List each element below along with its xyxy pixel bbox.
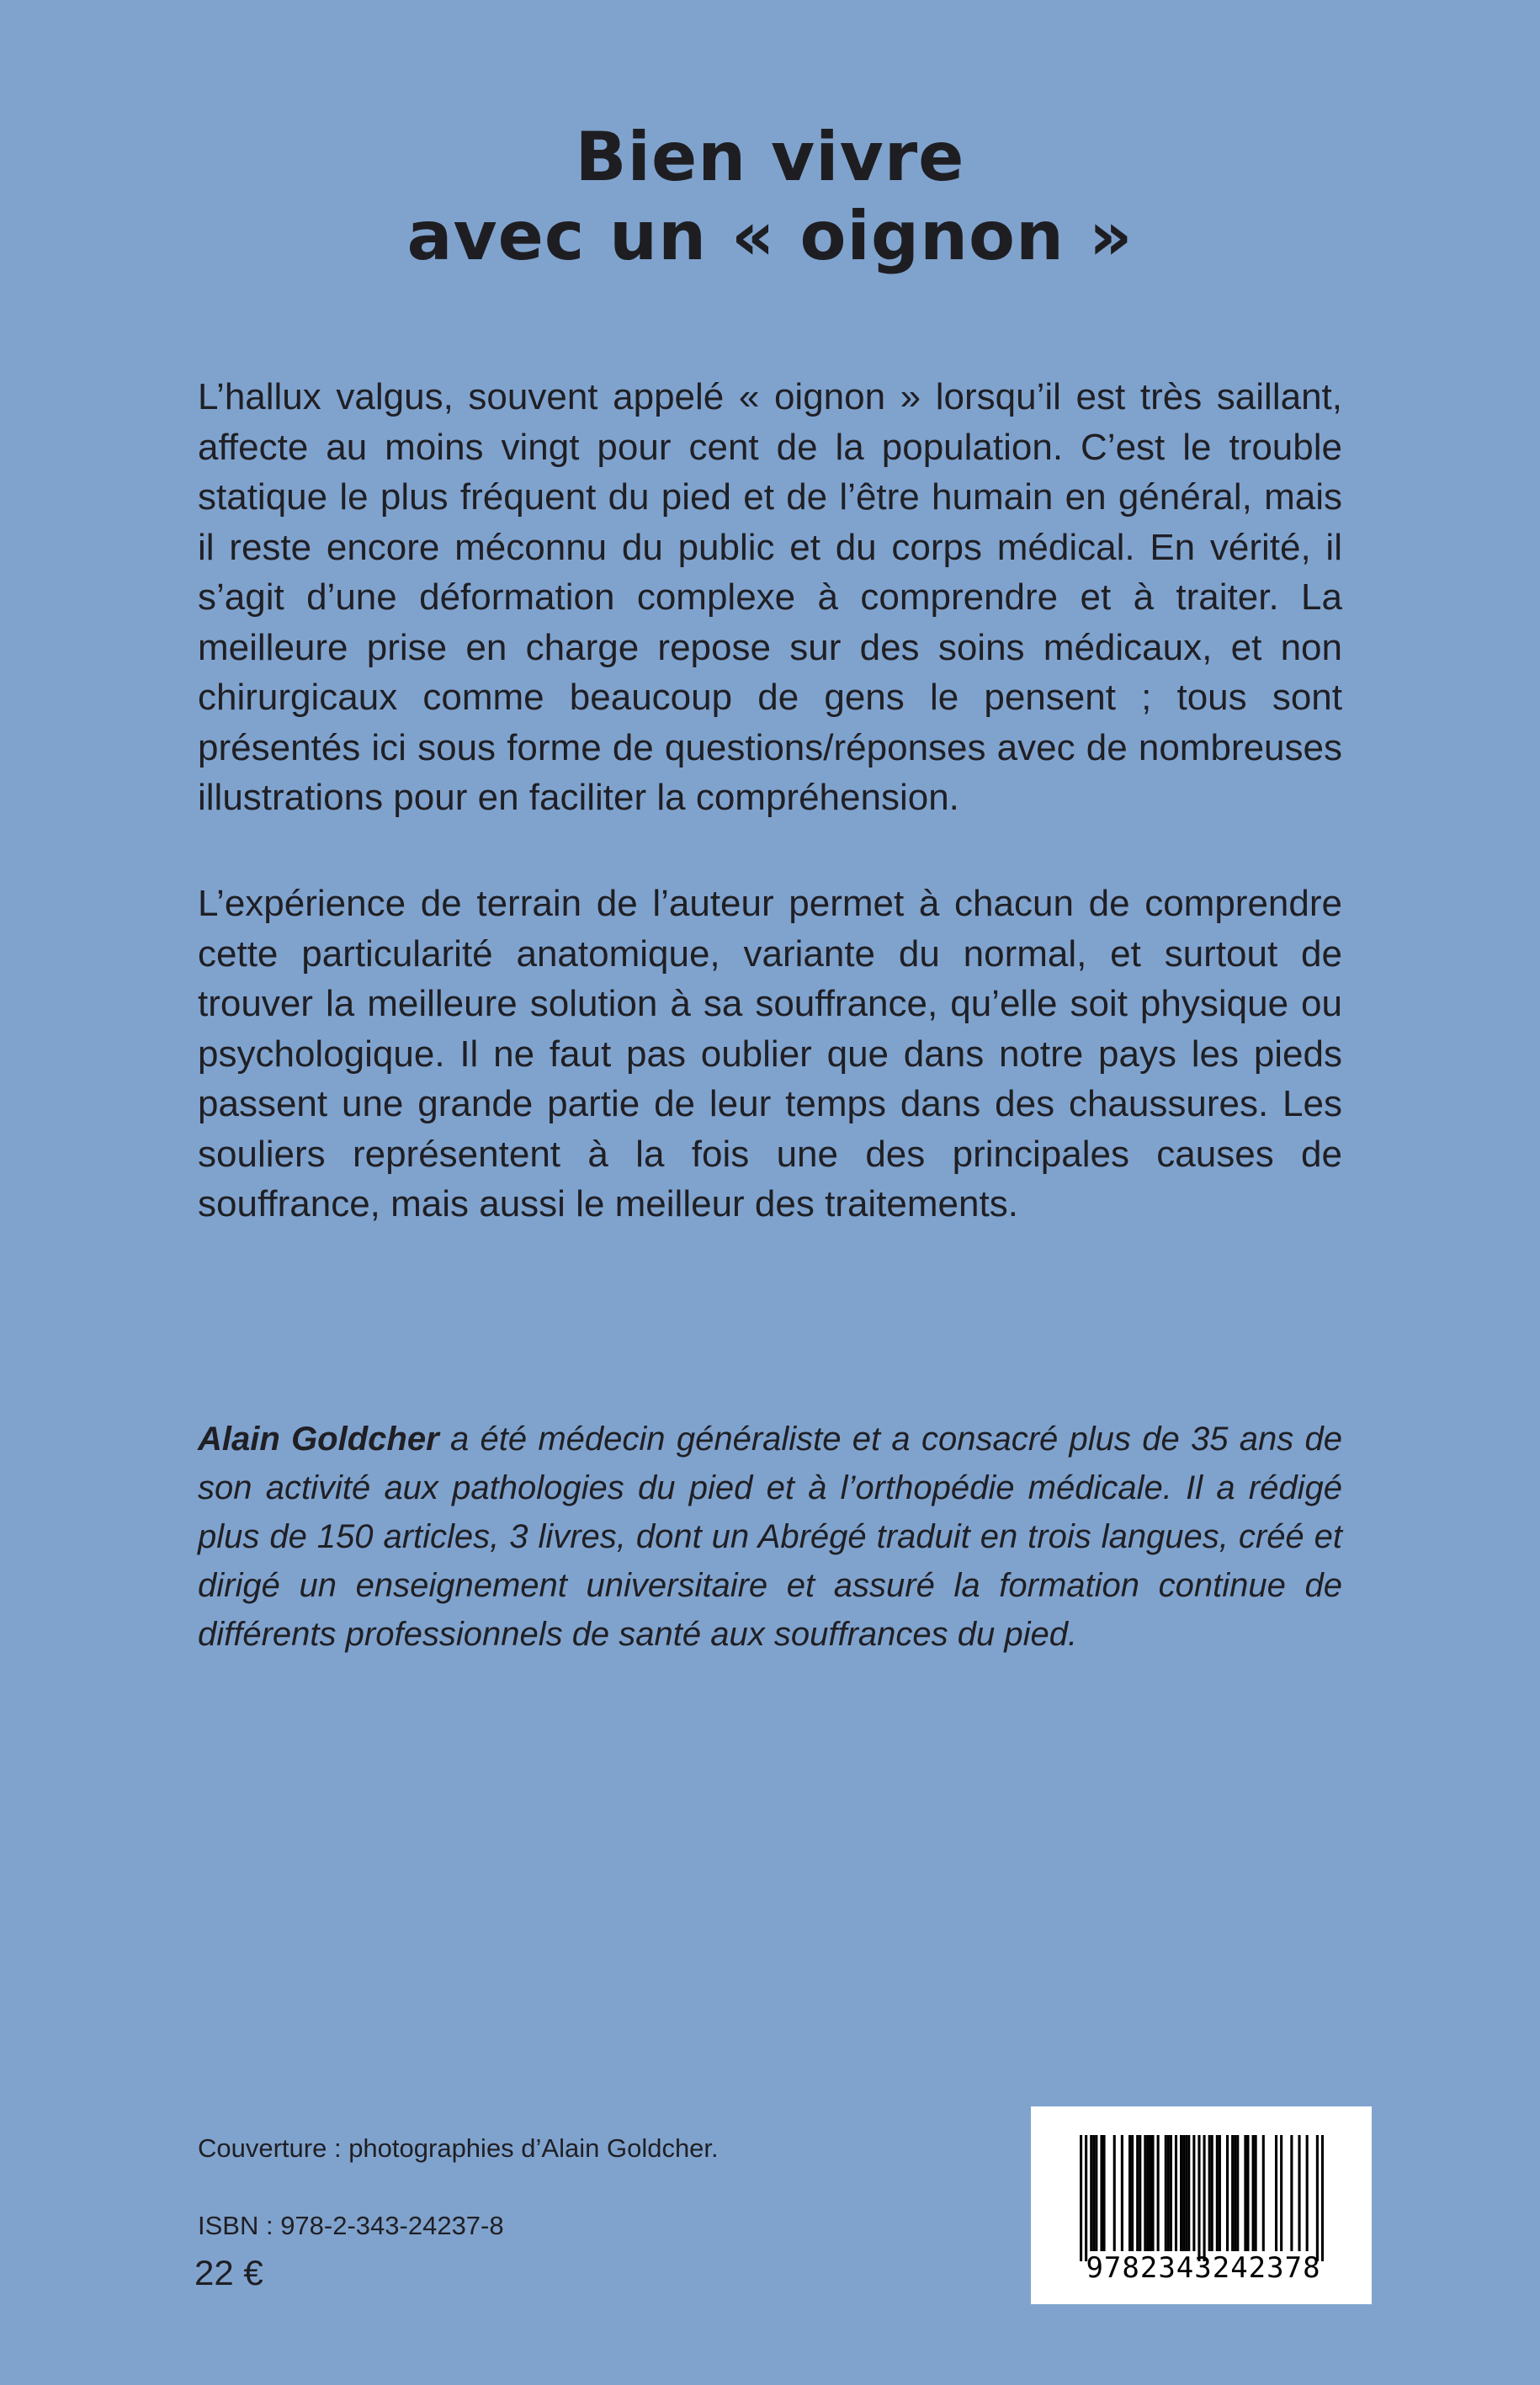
barcode-bar bbox=[1185, 2135, 1187, 2251]
barcode-bar bbox=[1157, 2135, 1160, 2251]
book-title-line-2: avec un « oignon » bbox=[406, 197, 1134, 275]
barcode bbox=[1031, 2106, 1372, 2304]
barcode-bar bbox=[1203, 2135, 1206, 2261]
isbn: ISBN : 978-2-343-24237-8 bbox=[198, 2211, 504, 2240]
barcode-bar bbox=[1187, 2135, 1190, 2251]
barcode-bar bbox=[1170, 2135, 1172, 2251]
barcode-bar bbox=[1280, 2135, 1282, 2251]
barcode-bar bbox=[1175, 2135, 1177, 2251]
barcode-bar bbox=[1216, 2135, 1219, 2251]
barcode-bar bbox=[1092, 2135, 1095, 2251]
blurb-paragraph-1: L’hallux valgus, souvent appelé « oignon » lorsqu’il est très saillant, affecte au moins vingt pour cent de la population. C’est le trouble statique le plus fréquent du pied et de l’être humain en général, mais il reste encore méconnu du public et du corps médical. En vérité, il s’agit d’une déformation complexe à comprendre et à traiter. La meilleure prise en charge repose sur des soins médicaux, et non chirurgicaux comme beaucoup de gens le pensent ; tous sont présentés ici sous forme de questions/réponses avec de nombreuses illustrations pour en faciliter la compréhension. bbox=[198, 376, 1342, 818]
barcode-bar bbox=[1102, 2135, 1105, 2251]
book-title bbox=[0, 118, 1540, 276]
author-bio-text: a été médecin généraliste et a consacré plus de 35 ans de son activité aux pathologies du pied et à l’orthopédie médicale. Il a rédigé plus de 150 articles, 3 livres, dont un Abrégé traduit en trois langues, créé et dirigé un enseignement universitaire et assuré la formation continue de différents professionnels de santé aux souffrances du pied. bbox=[198, 1421, 1343, 1653]
barcode-bar bbox=[1244, 2135, 1246, 2251]
barcode-bar bbox=[1298, 2135, 1300, 2251]
barcode-bar bbox=[1197, 2135, 1200, 2261]
barcode-bar bbox=[1234, 2135, 1236, 2251]
barcode-bar bbox=[1246, 2135, 1249, 2251]
price: 22 € bbox=[194, 2253, 263, 2292]
barcode-bar bbox=[1121, 2135, 1123, 2251]
barcode-bar bbox=[1316, 2135, 1319, 2261]
author-name: Alain Goldcher bbox=[198, 1421, 439, 1458]
barcode-bar bbox=[1192, 2135, 1195, 2251]
barcode-digits: 9782343242378 bbox=[1086, 2251, 1321, 2285]
barcode-bar bbox=[1231, 2135, 1234, 2251]
barcode-bar bbox=[1275, 2135, 1277, 2251]
barcode-bar bbox=[1090, 2135, 1092, 2251]
barcode-bar bbox=[1236, 2135, 1239, 2251]
barcode-bar bbox=[1128, 2135, 1131, 2251]
barcode-bar bbox=[1151, 2135, 1154, 2251]
barcode-bar bbox=[1146, 2135, 1149, 2251]
barcode-bar bbox=[1136, 2135, 1139, 2251]
author-bio bbox=[198, 1415, 1342, 1659]
barcode-bar bbox=[1131, 2135, 1134, 2251]
barcode-bar bbox=[1208, 2135, 1211, 2251]
barcode-bar bbox=[1095, 2135, 1097, 2251]
barcode-bars bbox=[1080, 2135, 1324, 2261]
barcode-bar bbox=[1290, 2135, 1293, 2251]
book-title-line-1: Bien vivre bbox=[575, 118, 965, 196]
barcode-bar bbox=[1262, 2135, 1265, 2251]
barcode-bar bbox=[1306, 2135, 1309, 2251]
barcode-bar bbox=[1167, 2135, 1170, 2251]
barcode-bar bbox=[1252, 2135, 1255, 2251]
cover-credit: Couverture : photographies d’Alain Goldcher. bbox=[198, 2133, 719, 2163]
barcode-bar bbox=[1100, 2135, 1102, 2251]
barcode-bar bbox=[1165, 2135, 1167, 2251]
barcode-bar bbox=[1085, 2135, 1087, 2261]
barcode-bar bbox=[1211, 2135, 1213, 2251]
barcode-bar bbox=[1180, 2135, 1182, 2251]
barcode-bar bbox=[1226, 2135, 1229, 2251]
barcode-bar bbox=[1144, 2135, 1146, 2251]
barcode-bar bbox=[1182, 2135, 1185, 2251]
barcode-bar bbox=[1139, 2135, 1141, 2251]
barcode-bar bbox=[1080, 2135, 1082, 2261]
barcode-bar bbox=[1255, 2135, 1257, 2251]
barcode-bar bbox=[1321, 2135, 1324, 2261]
barcode-bar bbox=[1219, 2135, 1221, 2251]
barcode-bar bbox=[1149, 2135, 1151, 2251]
barcode-bar bbox=[1113, 2135, 1116, 2251]
blurb-paragraph-2: L’expérience de terrain de l’auteur permet à chacun de comprendre cette particularité anatomique, variante du normal, et surtout de trouver la meilleure solution à sa souffrance, qu’elle soit physique ou psychologique. Il ne faut pas oublier que dans notre pays les pieds passent une grande partie de leur temps dans des chaussures. Les souliers représentent à la fois une des principales causes de souffrance, mais aussi le meilleur des traitements. bbox=[198, 883, 1342, 1224]
